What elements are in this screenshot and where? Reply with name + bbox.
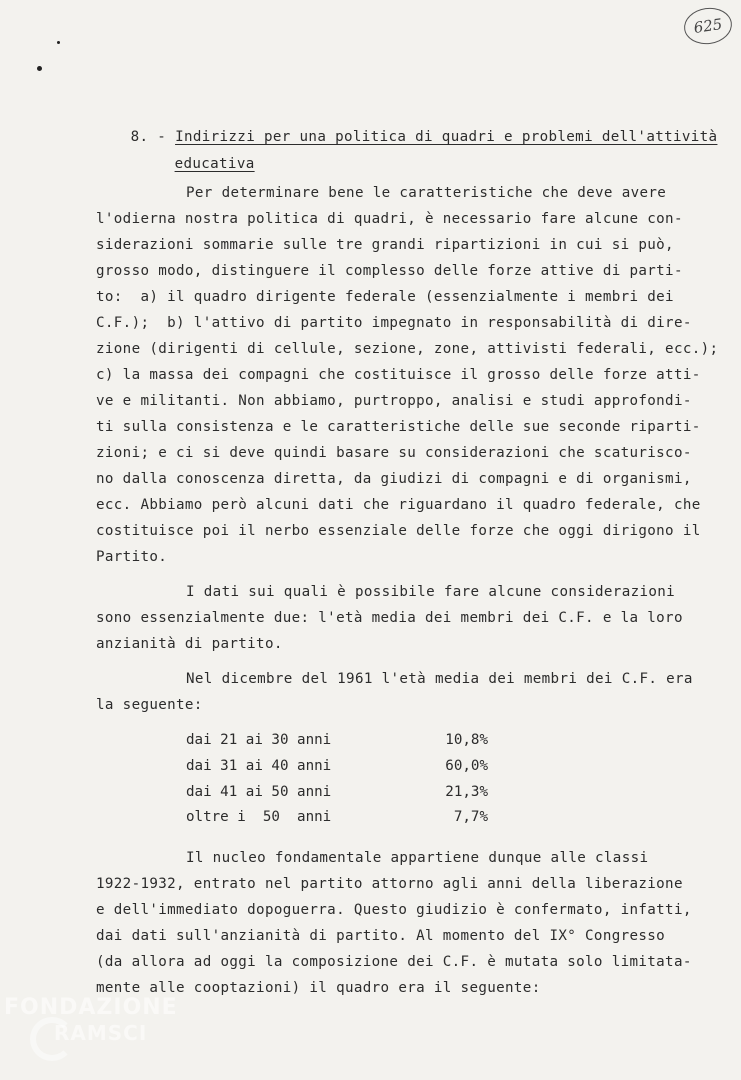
paragraph-2-line: anzianità di partito. <box>96 636 283 652</box>
stamp-text: 625 <box>692 15 724 37</box>
watermark-text-line-2: RAMSCI <box>54 1021 148 1045</box>
section-title-continued: educativa <box>174 156 255 172</box>
age-range-percentage: 21,3% <box>445 784 488 800</box>
paragraph-1-line: l'odierna nostra politica di quadri, è necessario fare alcune con- <box>96 211 683 227</box>
paragraph-3-line: la seguente: <box>96 697 203 713</box>
paragraph-3-line: Nel dicembre del 1961 l'età media dei membri dei C.F. era <box>186 671 693 687</box>
paragraph-4-line: e dell'immediato dopoguerra. Questo giudizio è confermato, infatti, <box>96 902 692 918</box>
paragraph-4-line: 1922-1932, entrato nel partito attorno agli anni della liberazione <box>96 876 683 892</box>
paragraph-1-line: Per determinare bene le caratteristiche che deve avere <box>186 185 667 201</box>
paragraph-1-line: ecc. Abbiamo però alcuni dati che riguardano il quadro federale, che <box>96 497 701 513</box>
paragraph-4-line: mente alle cooptazioni) il quadro era il seguente: <box>96 980 541 996</box>
fondazione-gramsci-watermark <box>4 995 204 1075</box>
paragraph-1-line: zioni; e ci si deve quindi basare su considerazioni che scaturisco- <box>96 445 692 461</box>
paragraph-4-line: dai dati sull'anzianità di partito. Al momento del IX° Congresso <box>96 928 666 944</box>
age-range-label: dai 21 ai 30 anni <box>186 732 332 748</box>
paragraph-1-line: C.F.); b) l'attivo di partito impegnato in responsabilità di dire- <box>96 315 692 331</box>
ink-dot <box>57 41 60 44</box>
paragraph-1-line: costituisce poi il nerbo essenziale delle forze che oggi dirigono il <box>96 523 701 539</box>
paragraph-2-line: sono essenzialmente due: l'età media dei membri dei C.F. e la loro <box>96 610 683 626</box>
watermark-text-line-1: FONDAZIONE <box>4 995 178 1020</box>
paragraph-1-line: ve e militanti. Non abbiamo, purtroppo, analisi e studi approfondi- <box>96 393 692 409</box>
paragraph-1-line: siderazioni sommarie sulle tre grandi ripartizioni in cui si può, <box>96 237 674 253</box>
paragraph-1-line: no dalla conoscenza diretta, da giudizi di compagni e di organismi, <box>96 471 692 487</box>
paragraph-2-line: I dati sui quali è possibile fare alcune considerazioni <box>186 584 676 600</box>
section-title: Indirizzi per una politica di quadri e problemi dell'attività <box>175 129 718 145</box>
section-number: 8. - <box>130 129 167 145</box>
paragraph-1-line: grosso modo, distinguere il complesso delle forze attive di parti- <box>96 263 683 279</box>
age-range-percentage: 10,8% <box>445 732 488 748</box>
archive-page-number-stamp <box>682 5 735 47</box>
age-range-label: dai 41 ai 50 anni <box>186 784 332 800</box>
age-range-label: oltre i 50 anni <box>186 809 332 825</box>
age-range-label: dai 31 ai 40 anni <box>186 758 332 774</box>
paragraph-4-line: (da allora ad oggi la composizione dei C.F. è mutata solo limitata- <box>96 954 692 970</box>
age-range-percentage: 60,0% <box>445 758 488 774</box>
paragraph-1-line: ti sulla consistenza e le caratteristiche delle sue seconde riparti- <box>96 419 701 435</box>
paragraph-1-line: Partito. <box>96 549 168 565</box>
paragraph-1-line: zione (dirigenti di cellule, sezione, zone, attivisti federali, ecc.); <box>96 341 719 357</box>
ink-dot <box>37 66 42 71</box>
paragraph-1-line: c) la massa dei compagni che costituisce il grosso delle forze atti- <box>96 367 701 383</box>
paragraph-1-line: to: a) il quadro dirigente federale (essenzialmente i membri dei <box>96 289 674 305</box>
age-range-percentage: 7,7% <box>453 809 488 825</box>
paragraph-4-line: Il nucleo fondamentale appartiene dunque alle classi <box>186 850 649 866</box>
